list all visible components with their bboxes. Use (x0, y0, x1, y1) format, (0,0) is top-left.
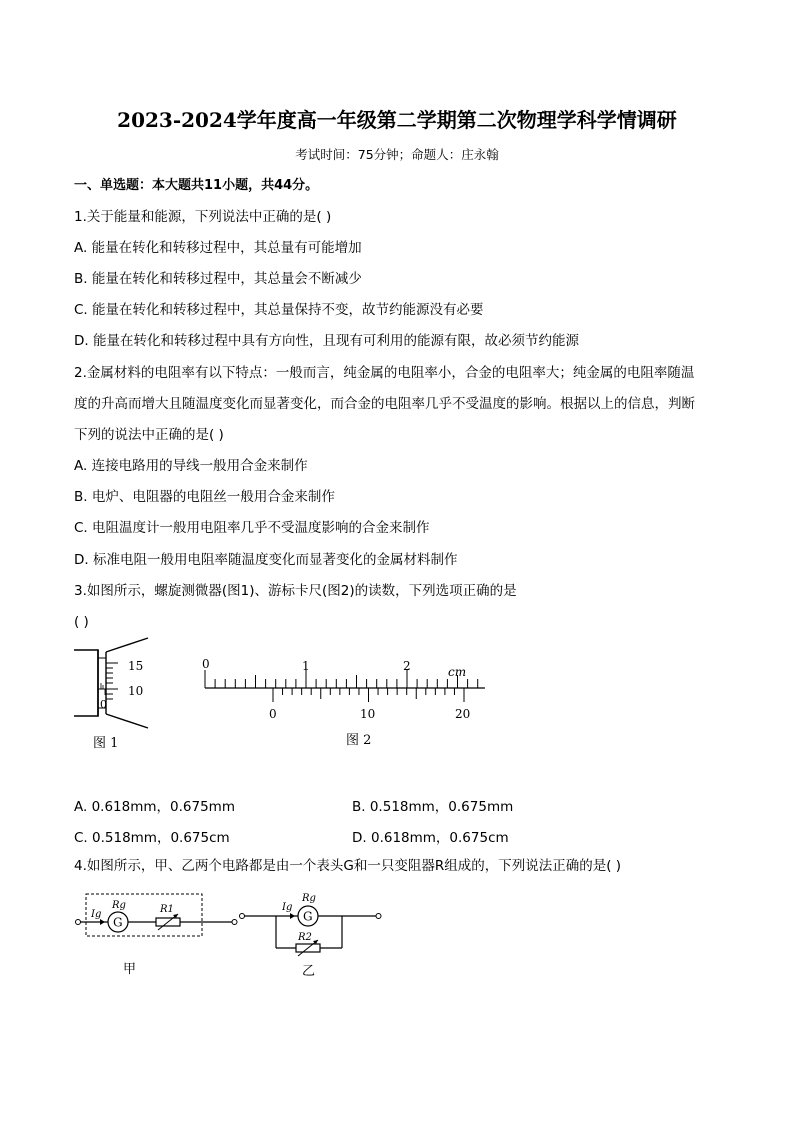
question-1-option-b: B. 能量在转化和转移过程中，其总量会不断减少 (74, 271, 362, 287)
figure-2-caption: 图 2 (346, 733, 372, 748)
vernier-caliper-figure (195, 652, 490, 724)
current-label-b: Ig (282, 902, 293, 913)
question-1-option-a: A. 能量在转化和转移过程中，其总量有可能增加 (74, 240, 362, 256)
question-2-stem-line-3: 下列的说法中正确的是( ) (74, 427, 224, 443)
question-3-stem: 3.如图所示，螺旋测微器(图1)、游标卡尺(图2)的读数，下列选项正确的是 (74, 583, 517, 599)
question-3-option-c: C. 0.518mm，0.675cm (74, 830, 230, 846)
r1-label: R1 (160, 904, 174, 915)
unit-label: cm (448, 665, 467, 679)
question-3-option-d: D. 0.618mm，0.675cm (352, 830, 509, 846)
question-3-paren: ( ) (74, 614, 89, 630)
vernier-label-0: 0 (269, 707, 277, 721)
galvanometer-g-b: G (303, 909, 313, 924)
main-scale-label-1: 1 (302, 659, 310, 673)
circuit-a-caption: 甲 (123, 962, 137, 977)
rg-label-b: Rg (302, 893, 316, 904)
question-2-stem-line-1: 2.金属材料的电阻率有以下特点：一般而言，纯金属的电阻率小，合金的电阻率大；纯金属的电阻率随温 (74, 365, 695, 381)
question-1-stem: 1.关于能量和能源，下列说法中正确的是( ) (74, 209, 332, 225)
circuit-b-figure (236, 888, 386, 968)
galvanometer-g-a: G (113, 915, 123, 930)
main-scale-label-2: 2 (403, 659, 411, 673)
figure-1-caption: 图 1 (93, 736, 119, 751)
micrometer-label-0: 0 (100, 698, 107, 711)
question-1-option-c: C. 能量在转化和转移过程中，其总量保持不变，故节约能源没有必要 (74, 302, 484, 318)
vernier-label-20: 20 (455, 707, 471, 721)
question-2-option-c: C. 电阻温度计一般用电阻率几乎不受温度影响的合金来制作 (74, 520, 430, 536)
current-label-a: Ig (91, 909, 102, 920)
page-title: 2023-2024学年度高一年级第二学期第二次物理学科学情调研 (117, 108, 677, 132)
micrometer-label-10: 10 (128, 684, 144, 698)
main-scale-label-0: 0 (202, 657, 210, 671)
question-2-option-a: A. 连接电路用的导线一般用合金来制作 (74, 458, 308, 474)
question-2-option-d: D. 标准电阻一般用电阻率随温度变化而显著变化的金属材料制作 (74, 552, 458, 568)
question-3-option-a: A. 0.618mm，0.675mm (74, 799, 235, 815)
question-4-stem: 4.如图所示，甲、乙两个电路都是由一个表头G和一只变阻器R组成的，下列说法正确的是( ) (74, 858, 622, 874)
micrometer-figure (70, 636, 160, 732)
r2-label: R2 (298, 932, 312, 943)
vernier-label-10: 10 (360, 707, 376, 721)
rg-label-a: Rg (112, 900, 126, 911)
circuit-b-caption: 乙 (302, 964, 316, 979)
question-2-option-b: B. 电炉、电阻器的电阻丝一般用合金来制作 (74, 489, 335, 505)
vernier-scale (273, 688, 464, 702)
question-2-stem-line-2: 度的升高而增大且随温度变化而显著变化，而合金的电阻率几乎不受温度的影响。根据以上的信息，判断 (74, 396, 695, 412)
circuit-a-figure (72, 888, 242, 968)
question-3-option-b: B. 0.518mm，0.675mm (352, 799, 514, 815)
exam-info: 考试时间：75分钟；命题人：庄永翰 (295, 147, 499, 162)
question-1-option-d: D. 能量在转化和转移过程中具有方向性，且现有可利用的能源有限，故必须节约能源 (74, 333, 579, 349)
micrometer-label-15: 15 (128, 659, 144, 673)
section-heading: 一、单选题：本大题共11小题，共44分。 (74, 178, 319, 193)
main-scale (205, 670, 478, 688)
